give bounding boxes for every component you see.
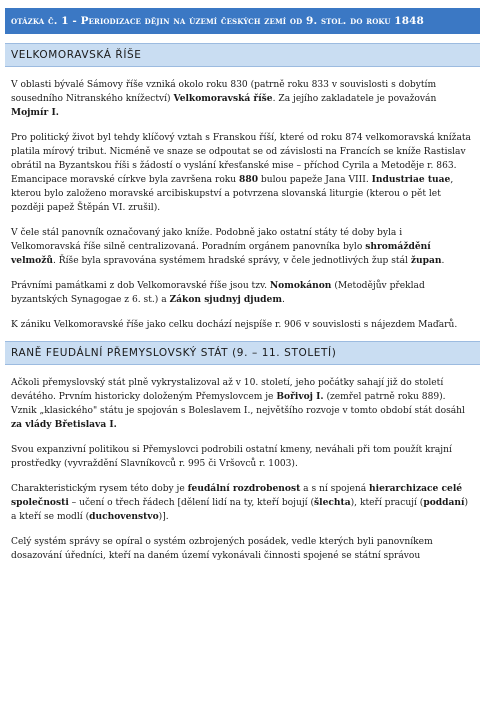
document-title: otázka č. 1 - Periodizace dějin na území českých zemí od 9. stol. do roku 1848 (5, 8, 480, 34)
bold-term: Zákon sjudnyj djudem (169, 294, 282, 305)
paragraph (5, 376, 480, 432)
text-run: (zemřel patrně roku 889). Vznik „klasického" státu je spojován s Boleslavem I., největšího rozvoje v tomto období stát dosáhl (11, 392, 465, 416)
text-run: Právními památkami z dob Velkomoravské říše jsou tzv. (11, 281, 270, 291)
text-run: . Říše byla spravována systémem hradské správy, v čele jednotlivých žup stál (53, 256, 411, 266)
text-run: V oblasti bývalé Sámovy říše vzniká okolo roku 830 (patrně roku 833 v souvislosti s dobytím sousedního Nitranského knížectví) (11, 80, 437, 104)
section-heading: RANĚ FEUDÁLNÍ PŘEMYSLOVSKÝ STÁT (9. – 11. STOLETÍ) (5, 341, 480, 365)
text-run: Pro politický život byl tehdy klíčový vztah s Franskou říší, které od roku 874 velkomoravská knížata platila mírový tribut. Nicméně ve snaze se odpoutat se od závislosti na Francích se kníže Rastislav obrátil na Byzantskou říši s žádostí o vyslání křesťanské mise – příchod Cyrila a Metoděje r. 863. Emancipace moravské církve byla završena roku (11, 133, 471, 185)
bold-term: shromáždění velmožů (11, 241, 431, 266)
text-run: a s ní spojená (300, 484, 370, 494)
text-run: . (281, 295, 285, 305)
text-run: . Za jejího zakladatele je považován (272, 94, 437, 104)
paragraph (5, 318, 480, 332)
text-run: V čele stál panovník označovaný jako kníže. Podobně jako ostatní státy té doby byla i Velkomoravská říše silně centralizovaná. Poradním orgánem panovníka bylo (11, 228, 403, 252)
bold-term: duchovenstvo (89, 511, 159, 522)
text-run: , kterou bylo založeno moravské arcibiskupství a potvrzena slovanská liturgie (kterou o pět let později papež Štěpán VI. zrušil). (11, 175, 454, 213)
paragraph (5, 535, 480, 563)
paragraph (5, 131, 480, 215)
bold-term: za vlády Břetislava I. (11, 419, 117, 430)
text-run: ), kteří pracují ( (350, 498, 424, 508)
bold-term: Bořivoj I. (276, 391, 324, 402)
text-run: (Metodějův překlad byzantských Synagogae z 6. st.) a (11, 281, 425, 305)
paragraph (5, 443, 480, 471)
bold-term: feudální rozdrobenost (187, 483, 301, 494)
bold-term: hierarchizace celé společnosti (11, 483, 463, 508)
bold-term: Mojmír I. (11, 107, 59, 118)
text-run: Celý systém správy se opíral o systém ozbrojených posádek, vedle kterých byli panovníkem dosazování úředníci, kteří na daném území vykonávali činnosti spojené se státní správou (11, 537, 433, 561)
document-content (5, 43, 480, 563)
bold-term: župan (410, 255, 442, 266)
text-run: – učení o třech řádech [dělení lidí na ty, kteří bojují ( (68, 498, 314, 508)
text-run: Ačkoli přemyslovský stát plně vykrystalizoval až v 10. století, jeho počátky sahají již do století devátého. Prvním historicky doloženým Přemyslovcem je (11, 378, 444, 402)
paragraph (5, 78, 480, 120)
bold-term: Industriae tuae (371, 174, 451, 185)
paragraph (5, 482, 480, 524)
bold-term: Velkomoravská říše (173, 93, 273, 104)
section-heading: VELKOMORAVSKÁ ŘÍŠE (5, 43, 480, 67)
text-run: K zániku Velkomoravské říše jako celku dochází nejspíše r. 906 v souvislosti s nájezdem Maďarů. (11, 320, 458, 330)
text-run: . (441, 256, 445, 266)
text-run: Svou expanzivní politikou si Přemyslovci podrobili ostatní kmeny, neváhali při tom použít krajní prostředky (vyvraždění Slavníkovců r. 995 či Vršovců r. 1003). (11, 445, 452, 469)
paragraph (5, 226, 480, 268)
bold-term: poddaní (423, 497, 465, 508)
text-run: ) a kteří se modlí ( (11, 498, 469, 522)
paragraph (5, 279, 480, 307)
bold-term: Nomokánon (269, 280, 332, 291)
text-run: Charakteristickým rysem této doby je (11, 484, 188, 494)
bold-term: šlechta (314, 497, 351, 508)
text-run: bulou papeže Jana VIII. (258, 175, 372, 185)
bold-term: 880 (239, 174, 259, 185)
text-run: )]. (158, 512, 169, 522)
